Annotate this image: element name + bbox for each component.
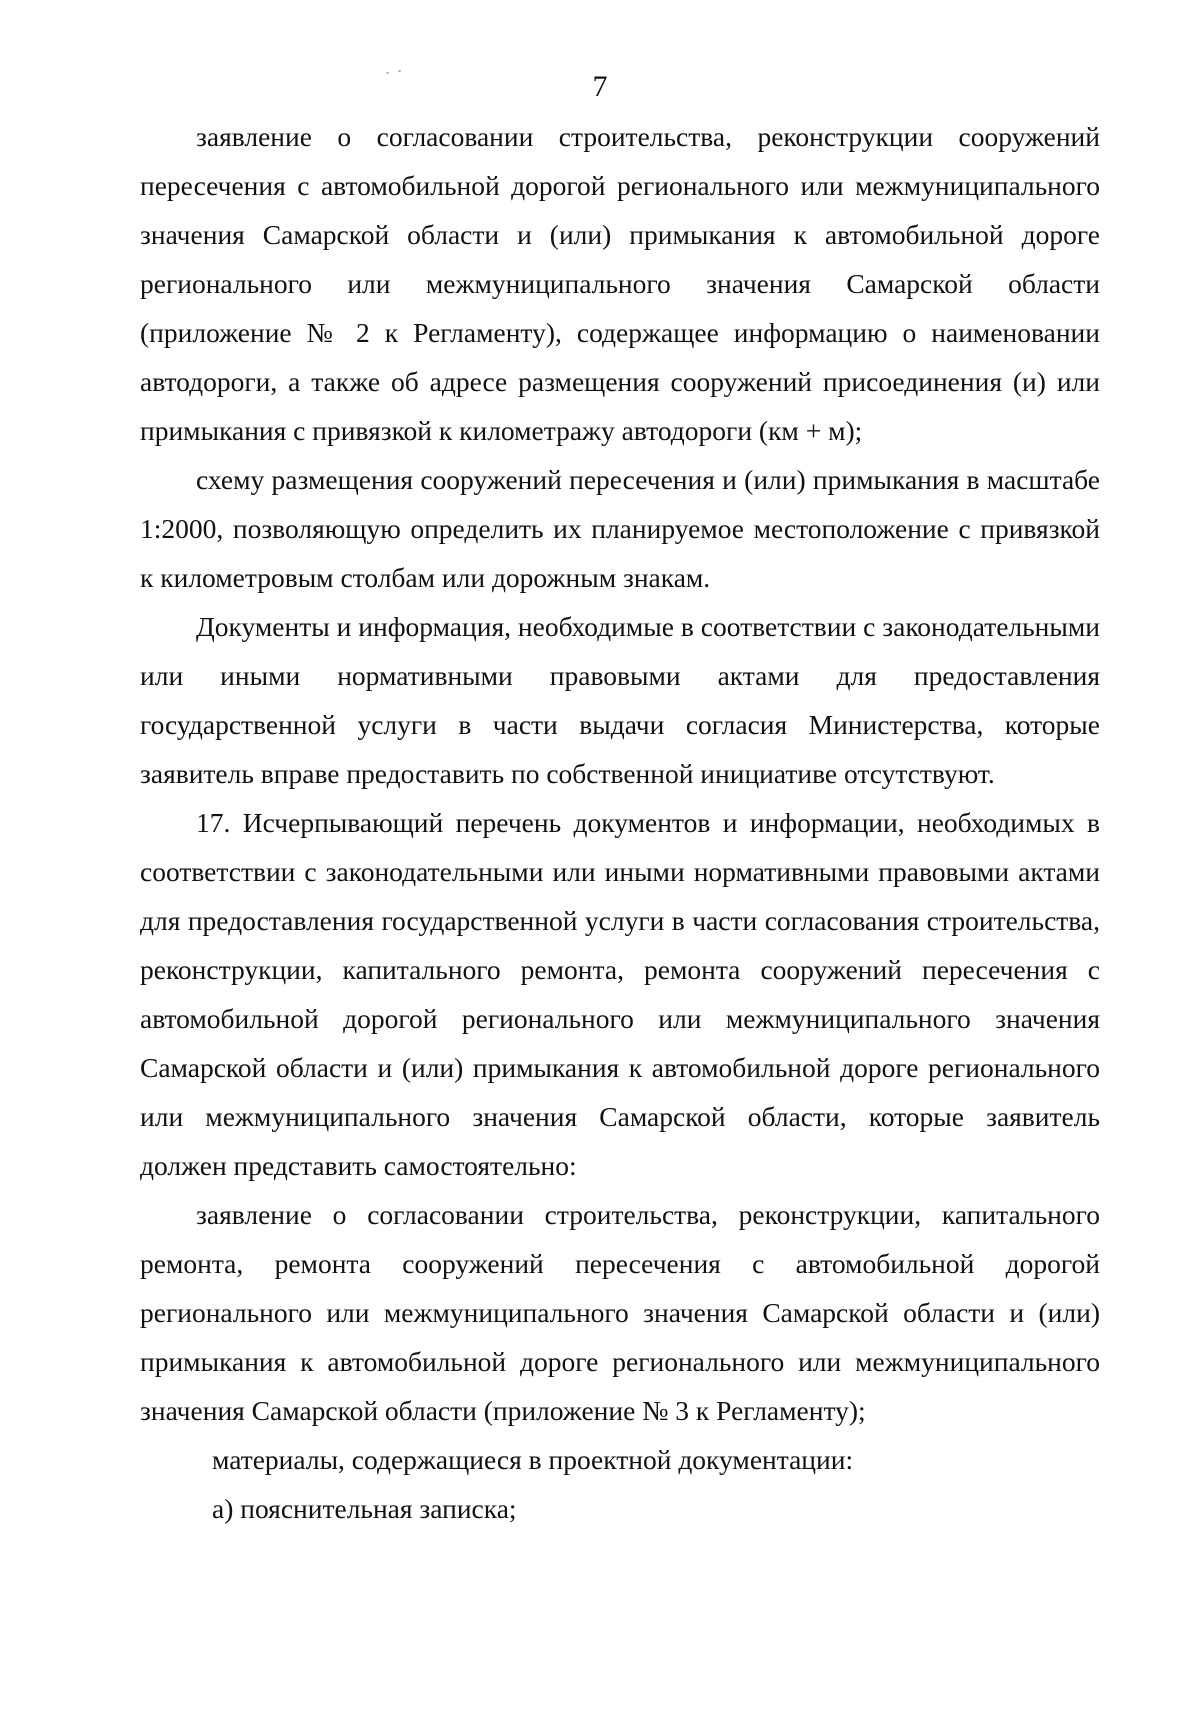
paragraph-project-materials: материалы, содержащиеся в проектной документации: [212,1444,854,1475]
paragraph-explanatory-note: а) пояснительная записка; [212,1493,517,1524]
paragraph-item-17: 17. Исчерпывающий перечень документов и информации, необходимых в соответствии с законодательными или иными нормативными правовыми актами для предоставления государственной услуги в части согласования строительства, реконструкции, капитального ремонта, ремонта сооружений пересечения с автомобильной дорогой регионального или межмуниципального значения Самарской области и (или) примыкания к автомобильной дороге регионального или межмуниципального значения Самарской области, которые заявитель должен представить самостоятельно: [140,807,1100,1181]
paragraph-documents-info: Документы и информация, необходимые в соответствии с законодательными или иными нормативными правовыми актами для предоставления государственной услуги в части выдачи согласия Министерства, которые заявитель вправе предоставить по собственной инициативе отсутствуют. [140,611,1100,789]
page-number: 7 [592,70,608,103]
paragraph-application-2: заявление о согласовании строительства, реконструкции, капитального ремонта, ремонта сооружений пересечения с автомобильной дорогой регионального или межмуниципального значения Самарской области и (или) примыкания к автомобильной дороге регионального или межмуниципального значения Самарской области (приложение № 3 к Регламенту); [140,1199,1100,1426]
paragraph-application-1: заявление о согласовании строительства, реконструкции сооружений пересечения с автомобильной дорогой регионального или межмуниципального значения Самарской области и (или) примыкания к автомобильной дороге регионального или межмуниципального значения Самарской области (приложение № 2 к Регламенту), содержащее информацию о наименовании автодороги, а также об адресе размещения сооружений присоединения (и) или примыкания с привязкой к километражу автодороги (км + м); [140,121,1100,446]
paragraph-scheme: схему размещения сооружений пересечения и (или) примыкания в масштабе 1:2000, позволяющую определить их планируемое местоположение с привязкой к километровым столбам или дорожным знакам. [140,464,1100,593]
document-body [140,112,1100,1533]
